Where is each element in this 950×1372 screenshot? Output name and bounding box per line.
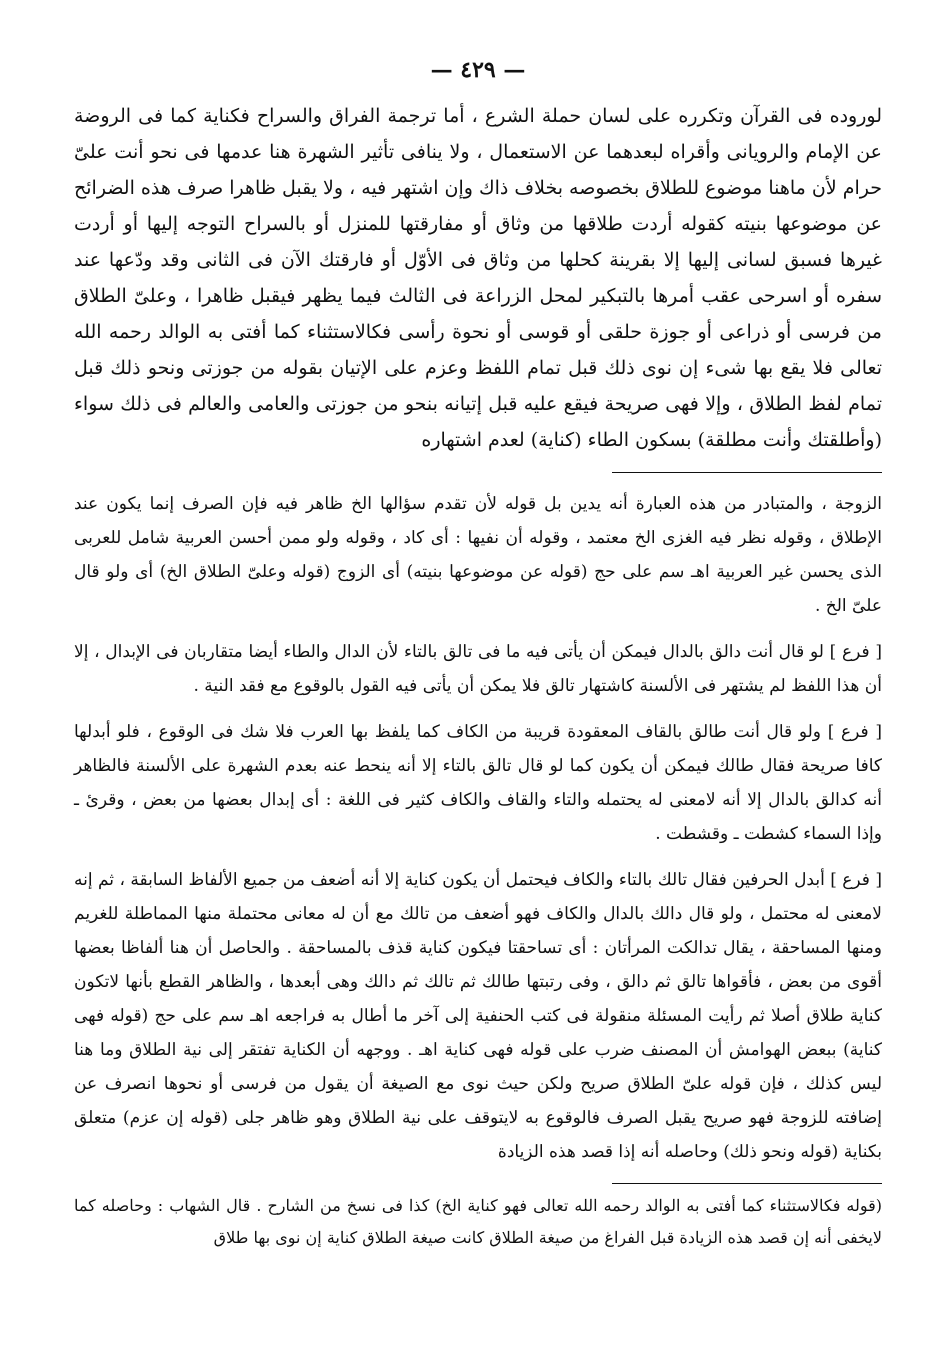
page-number: — ٤٢٩ — — [430, 57, 526, 83]
footnote-paragraph: (قوله فكالاستثناء كما أفتى به الوالد رحمه الله تعالى فهو كناية الخ) كذا فى نسخ من الشارح . قال الشهاب : وحاصله كما لايخفى أنه إن قصد هذه الزيادة قبل الفراغ من صيغة الطلاق كانت صيغة الطلاق كناية إن نوى بها طلاق — [74, 1196, 882, 1247]
commentary-block — [74, 487, 882, 1169]
commentary-paragraph: [ فرع ] ولو قال أنت طالق بالقاف المعقودة قريبة من الكاف كما يلفظ بها العرب فلا شك فى الوقوع ، فلو أبدلها كافا صريحة فقال طالك فيمكن أن يكون كما لو قال تالق بالتاء إلا أنه ينحط عنه بعدم الشهرة على الألسنة فالظاهر أنه كدالق بالدال إلا أنه لامعنى له يحتمله والتاء والقاف والكاف كثير فى اللغة : أى إبدال بعضها من بعض ، وقرئ ـ وإذا السماء كشطت ـ وقشطت . — [74, 722, 882, 844]
commentary-paragraph: [ فرع ] لو قال أنت دالق بالدال فيمكن أن يأتى فيه ما فى تالق بالتاء لأن الدال والطاء أيضا متقاربان فى الإبدال ، إلا أن هذا اللفظ لم يشتهر فى الألسنة كاشتهار تالق فلا يمكن أن يأتى فيه القول بالوقوع مع فقد النية . — [74, 642, 882, 696]
footnote-block — [74, 1190, 882, 1254]
footnote-divider — [612, 1183, 882, 1184]
commentary-paragraph: [ فرع ] أبدل الحرفين فقال تالك بالتاء والكاف فيحتمل أن يكون كناية إلا أنه أضعف من جميع الألفاظ السابقة ، ثم إنه لامعنى له محتمل ، ولو قال دالك بالدال والكاف فهو أضعف من تالك مع أن له معانى محتملة منها المماطلة للغريم ومنها المساحقة ، يقال تدالكت المرأتان : أى تساحقتا فيكون كناية قذف بالمساحقة . والحاصل أن هنا ألفاظا بعضها أقوى من بعض ، فأقواها تالق ثم دالق ، وفى رتبتها طالك ثم تالك ثم دالك وهى أبعدها ، والظاهر القطع بأنها لاتكون كناية طلاق أصلا ثم رأيت المسئلة منقولة فى كتب الحنفية إلى آخر ما أطال به فراجعه اهـ سم على حج (قوله فهى كناية) ببعض الهوامش أن المصنف ضرب على قوله فهى كناية اهـ . ووجهه أن الكناية تفتقر إلى نية الطلاق وما هنا ليس كذلك ، فإن قوله علىّ الطلاق صريح ولكن حيث نوى مع الصيغة أن يقول من فرسى أو نحوها انصرف عن إضافته للزوجة فهو صريح يقبل الصرف فالوقوع به لايتوقف على نية الطلاق وهو ظاهر جلى (قوله إن عزم) متعلق بكناية (قوله ونحو ذلك) وحاصله أنه إذا قصد هذه الزيادة — [74, 870, 882, 1162]
document-page — [74, 50, 882, 1340]
main-paragraph: لوروده فى القرآن وتكرره على لسان حملة الشرع ، أما ترجمة الفراق والسراح فكناية كما فى الروضة عن الإمام والرويانى وأقراه لبعدهما عن الاستعمال ، ولا ينافى تأثير الشهرة هنا عدمها فى نحو أنت علىّ حرام لأن ماهنا موضوع للطلاق بخصوصه بخلاف ذاك وإن اشتهر فيه ، ولا يقبل ظاهرا صرف هذه الضرائح عن موضوعها بنيته كقوله أردت طلاقها من وثاق أو مفارقتها للمنزل أو بالسراح التوجه إليها أو أردت غيرها فسبق لسانى إليها إلا بقرينة كحلها من وثاق فى الأوّل أو فارقتك الآن فى الثانى وقد ودّعها عند سفره أو اسرحى عقب أمرها بالتبكير لمحل الزراعة فى الثالث فيما يظهر فيقبل ظاهرا ، وعلىّ الطلاق من فرسى أو ذراعى أو جوزة حلقى أو قوسى أو نحوة رأسى فكالاستثناء كما أفتى به الوالد رحمه الله تعالى فلا يقع بها شىء إن نوى ذلك قبل تمام اللفظ وعزم على الإتيان بقوله من جوزتى ونحو ذلك قبل تمام لفظ الطلاق ، وإلا فهى صريحة فيقع عليه قبل إتيانه بنحو من جوزتى والعامى والعالم فى ذلك سواء (وأطلقتك وأنت مطلقة) بسكون الطاء (كناية) لعدم اشتهاره — [74, 105, 882, 451]
main-text-block — [74, 98, 882, 458]
commentary-paragraph: الزوجة ، والمتبادر من هذه العبارة أنه يدين بل قوله لأن تقدم سؤالها الخ ظاهر فيه فإن الصرف إنما يكون عند الإطلاق ، وقوله نظر فيه الغزى الخ معتمد ، وقوله أن نفيها : أى كاد ، وقوله ولو ممن أحسن العربية شامل للعربى الذى يحسن غير العربية اهـ سم على حج (قوله عن موضوعها بنيته) أى الزوج (قوله وعلىّ الطلاق الخ) أى ولو قال علىّ الخ . — [74, 494, 882, 616]
section-divider — [612, 472, 882, 473]
